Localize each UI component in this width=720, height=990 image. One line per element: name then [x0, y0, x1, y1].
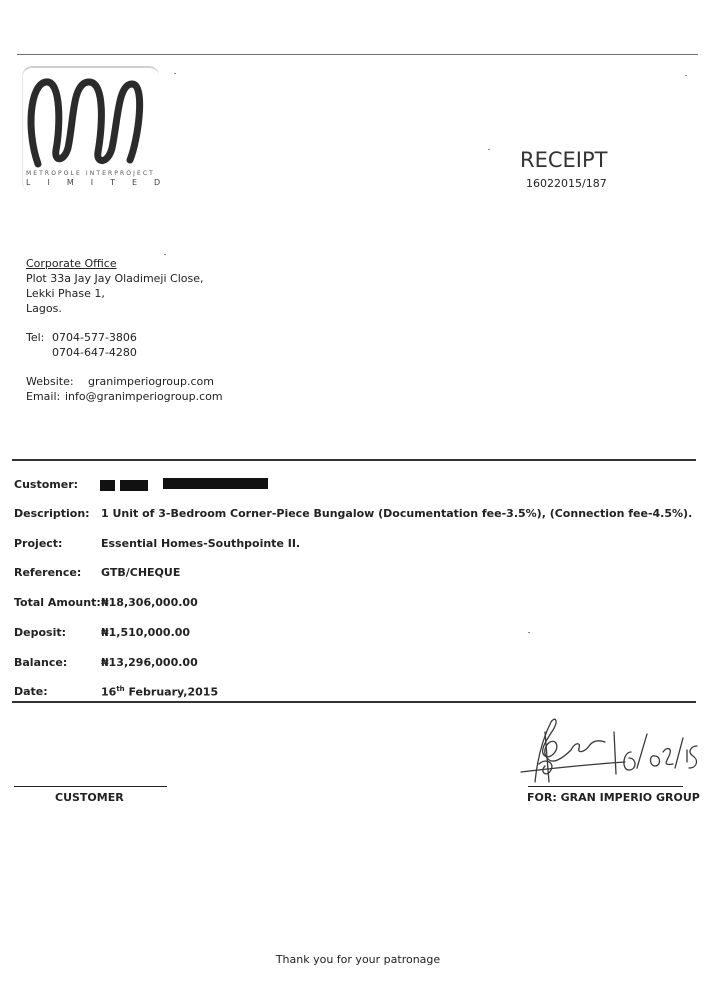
scan-speck: [685, 75, 687, 76]
email-value: info@granimperiogroup.com: [65, 390, 223, 403]
logo-text-line1: METROPOLE INTERPROJECT: [26, 170, 155, 177]
website-value: granimperiogroup.com: [88, 375, 214, 388]
tel-label: Tel:: [26, 331, 45, 344]
date-day: 16: [101, 685, 117, 699]
top-rule: [17, 54, 698, 55]
thank-you-note: Thank you for your patronage: [275, 953, 441, 966]
address-line: Lekki Phase 1,: [26, 287, 105, 300]
email-label: Email:: [26, 390, 61, 403]
date-month-year: February,2015: [124, 685, 219, 699]
company-logo: [24, 70, 154, 170]
address-line: Lagos.: [26, 302, 62, 315]
tel-number-2: 0704-647-4280: [52, 346, 137, 359]
receipt-title: RECEIPT: [520, 148, 608, 172]
scan-speck: [164, 254, 166, 255]
balance-label: Balance:: [14, 656, 68, 669]
company-signature-line: [528, 786, 683, 787]
reference-label: Reference:: [14, 566, 82, 579]
scan-speck: [174, 73, 176, 74]
handwritten-signature: [515, 712, 705, 790]
balance-value: ₦13,296,000.00: [101, 656, 198, 669]
customer-label: Customer:: [14, 478, 79, 491]
project-label: Project:: [14, 537, 63, 550]
receipt-number: 16022015/187: [526, 177, 607, 190]
details-bottom-rule: [12, 701, 696, 703]
address-line: Plot 33a Jay Jay Oladimeji Close,: [26, 272, 204, 285]
customer-signature-label: CUSTOMER: [55, 791, 124, 804]
customer-signature-line: [14, 786, 167, 787]
customer-name-redacted: [100, 478, 272, 492]
scan-speck: [488, 149, 490, 150]
date-value: [101, 685, 218, 699]
details-top-rule: [12, 459, 696, 461]
deposit-label: Deposit:: [14, 626, 66, 639]
deposit-value: ₦1,510,000.00: [101, 626, 191, 639]
total-amount-value: ₦18,306,000.00: [101, 596, 198, 609]
project-value: Essential Homes-Southpointe II.: [101, 537, 301, 550]
office-heading: Corporate Office: [26, 257, 117, 270]
scan-speck: [528, 632, 530, 633]
description-label: Description:: [14, 507, 90, 520]
date-label: Date:: [14, 685, 48, 698]
reference-value: GTB/CHEQUE: [101, 566, 181, 579]
website-label: Website:: [26, 375, 74, 388]
company-signature-label: FOR: GRAN IMPERIO GROUP: [527, 791, 700, 804]
tel-number-1: 0704-577-3806: [52, 331, 137, 344]
logo-text-line2: LIMITED: [26, 178, 178, 187]
description-value: 1 Unit of 3-Bedroom Corner-Piece Bungalow (Documentation fee-3.5%), (Connection fee-4.5%).: [101, 507, 693, 520]
total-amount-label: Total Amount:: [14, 596, 101, 609]
date-suffix: th: [116, 685, 125, 693]
